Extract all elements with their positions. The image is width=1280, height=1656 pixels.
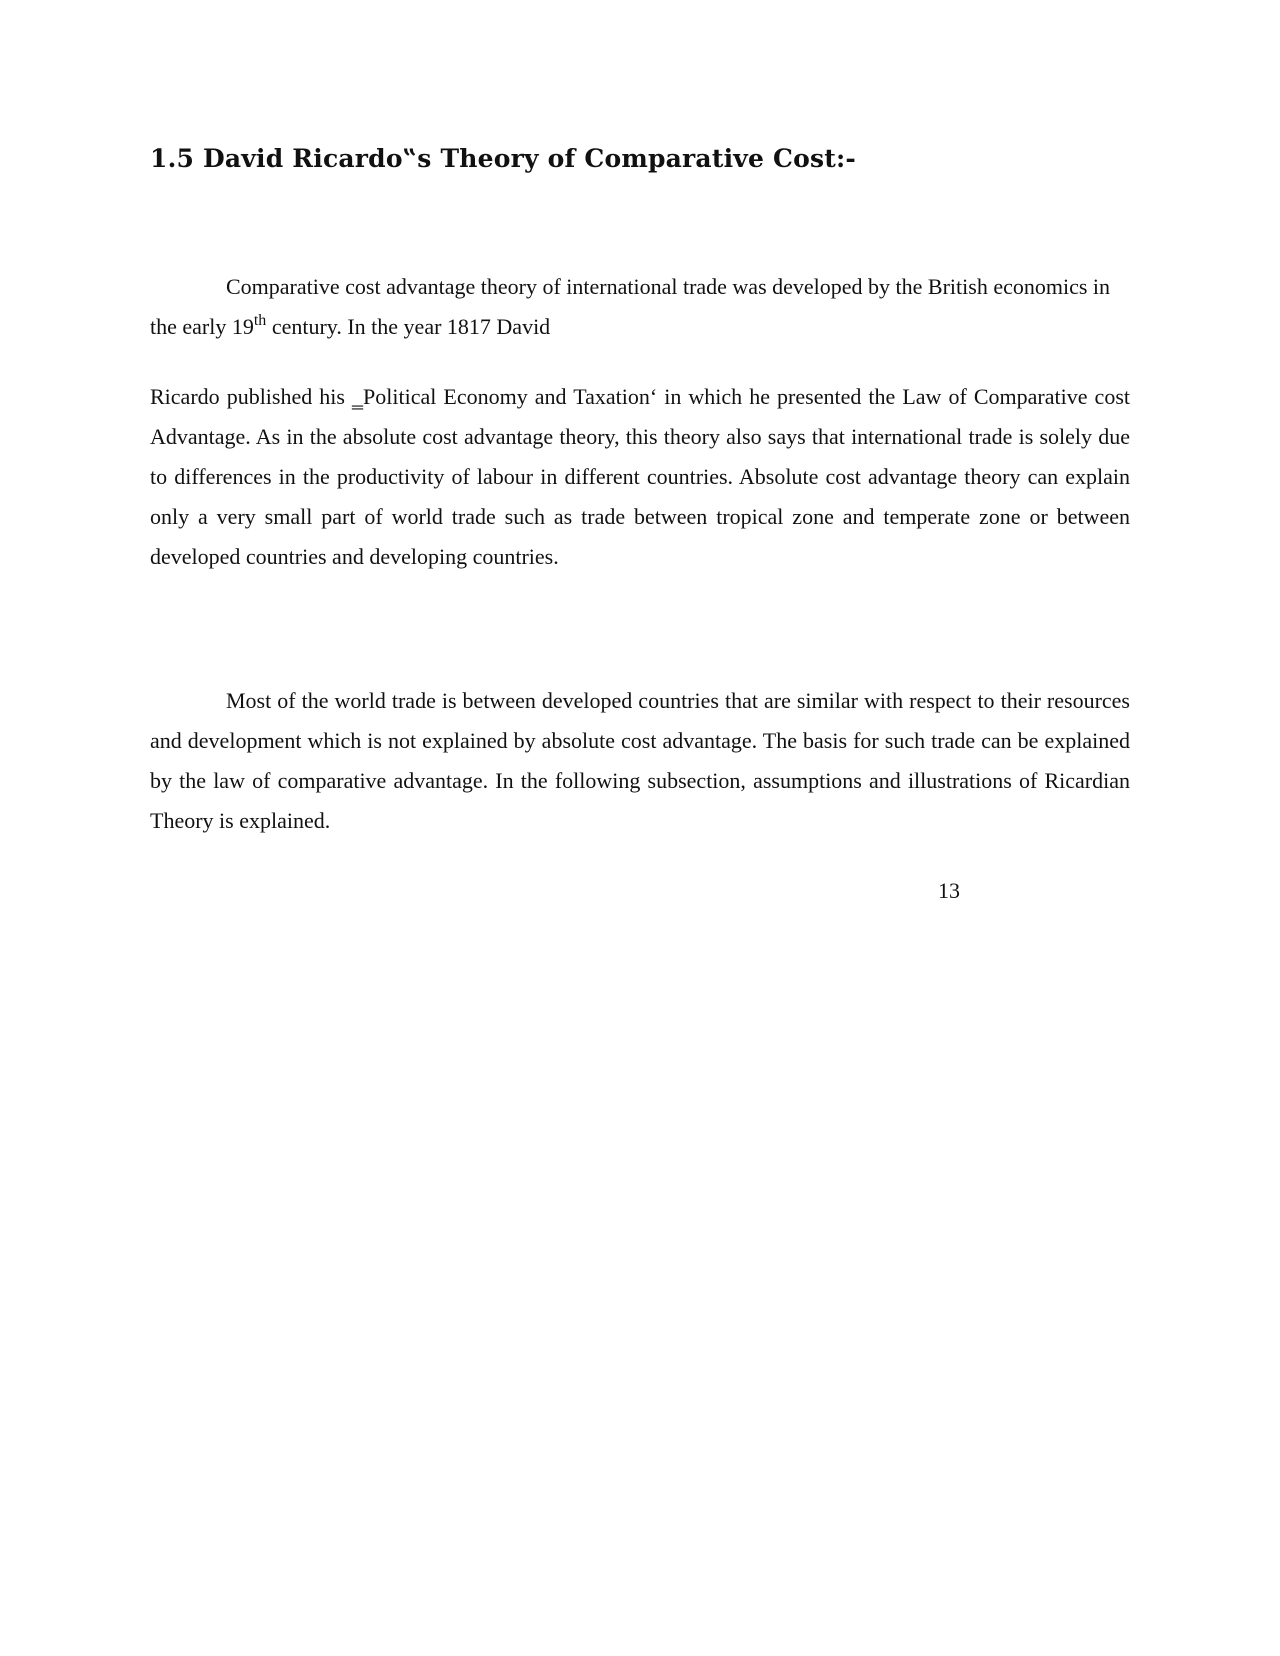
paragraph-world-trade: Most of the world trade is between developed countries that are similar with respect to their resources and development which is not explained by absolute cost advantage. The basis for such trade can be explained by the law of comparative advantage. In the following subsection, assumptions and illustrations of Ricardian Theory is explained. xyxy=(150,688,1130,833)
paragraph-ricardo: Ricardo published his ‗Political Economy and Taxation‘ in which he presented the Law of Comparative cost Advantage. As in the absolute cost advantage theory, this theory also says that international trade is solely due to differences in the productivity of labour in different countries. Absolute cost advantage theory can explain only a very small part of world trade such as trade between tropical zone and temperate zone or between developed countries and developing countries. xyxy=(150,384,1130,569)
paragraph-intro xyxy=(150,267,1110,347)
ordinal-superscript: th xyxy=(253,312,267,329)
page-number: 13 xyxy=(938,878,960,903)
section-heading: 1.5 David Ricardo‟s Theory of Comparative Cost:- xyxy=(150,144,857,173)
paragraph-intro-text: Comparative cost advantage theory of international trade was developed by the British economics in the early 19 xyxy=(150,274,1111,339)
paragraph-intro-text-end: century. In the year 1817 David xyxy=(266,314,551,339)
